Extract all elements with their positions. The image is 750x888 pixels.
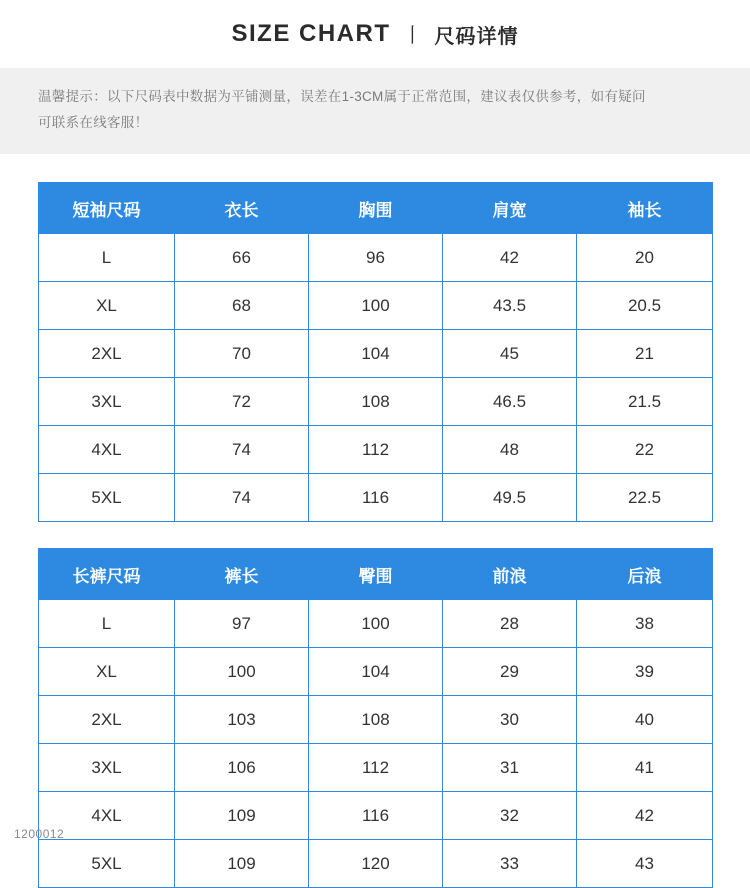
title-separator: 丨 [402,24,423,47]
table-cell: XL [39,282,175,330]
table-cell: 28 [443,600,577,648]
table-cell: 45 [443,330,577,378]
table-cell: 2XL [39,696,175,744]
column-header: 长裤尺码 [39,549,175,600]
table-cell: 22.5 [577,474,713,522]
page-header [0,0,750,68]
table-row [39,426,713,474]
table-cell: 4XL [39,792,175,840]
page-title: SIZE CHART [231,20,391,47]
table-cell: 32 [443,792,577,840]
table-cell: 104 [309,330,443,378]
table-cell: 38 [577,600,713,648]
table-cell: 4XL [39,426,175,474]
table-row [39,840,713,888]
table-cell: 74 [175,426,309,474]
table-cell: 49.5 [443,474,577,522]
short-sleeve-size-table [38,182,713,522]
table-cell: 5XL [39,840,175,888]
trousers-size-table [38,548,713,888]
column-header: 短袖尺码 [39,183,175,234]
notice-line-2: 可联系在线客服！ [38,115,149,130]
table-cell: 20.5 [577,282,713,330]
table-row [39,600,713,648]
table-cell: 112 [309,744,443,792]
table-cell: 22 [577,426,713,474]
table-cell: 70 [175,330,309,378]
table-cell: 39 [577,648,713,696]
column-header: 后浪 [577,549,713,600]
notice-banner [0,68,750,154]
table-cell: 108 [309,378,443,426]
table-cell: 68 [175,282,309,330]
table-cell: 112 [309,426,443,474]
column-header: 衣长 [175,183,309,234]
table-cell: 116 [309,792,443,840]
tables-container [0,182,750,888]
table-row [39,330,713,378]
table-cell: 5XL [39,474,175,522]
table-cell: 43 [577,840,713,888]
table-cell: XL [39,648,175,696]
column-header: 臀围 [309,549,443,600]
column-header: 肩宽 [443,183,577,234]
table-cell: 21.5 [577,378,713,426]
product-code: 1200012 [14,827,65,841]
table-cell: 106 [175,744,309,792]
table-cell: L [39,234,175,282]
table-cell: 29 [443,648,577,696]
table-row [39,696,713,744]
table-row [39,234,713,282]
table-cell: 96 [309,234,443,282]
table-cell: 2XL [39,330,175,378]
table-header-row [39,549,713,600]
table-row [39,282,713,330]
table-cell: 109 [175,840,309,888]
table-cell: 100 [309,600,443,648]
table-cell: 116 [309,474,443,522]
table-row [39,474,713,522]
table-cell: 97 [175,600,309,648]
table-cell: 48 [443,426,577,474]
table-cell: 3XL [39,744,175,792]
table-header-row [39,183,713,234]
table-cell: 42 [577,792,713,840]
table-row [39,378,713,426]
table-cell: 42 [443,234,577,282]
column-header: 裤长 [175,549,309,600]
table-cell: 74 [175,474,309,522]
table-cell: 109 [175,792,309,840]
column-header: 前浪 [443,549,577,600]
table-row [39,744,713,792]
page-subtitle: 尺码详情 [434,25,519,48]
table-cell: 72 [175,378,309,426]
table-cell: 21 [577,330,713,378]
table-row [39,648,713,696]
table-cell: 31 [443,744,577,792]
table-cell: 40 [577,696,713,744]
table-cell: 43.5 [443,282,577,330]
table-cell: 104 [309,648,443,696]
notice-line-1: 温馨提示：以下尺码表中数据为平铺测量，误差在1-3CM属于正常范围，建议表仅供参考，如有疑问 [38,89,646,104]
table-cell: 66 [175,234,309,282]
column-header: 胸围 [309,183,443,234]
table-cell: 46.5 [443,378,577,426]
table-cell: 33 [443,840,577,888]
table-cell: 41 [577,744,713,792]
table-cell: 20 [577,234,713,282]
table-cell: 100 [175,648,309,696]
table-cell: 103 [175,696,309,744]
table-cell: 120 [309,840,443,888]
column-header: 袖长 [577,183,713,234]
table-cell: 100 [309,282,443,330]
table-cell: 3XL [39,378,175,426]
table-cell: 30 [443,696,577,744]
table-cell: L [39,600,175,648]
table-cell: 108 [309,696,443,744]
table-row [39,792,713,840]
